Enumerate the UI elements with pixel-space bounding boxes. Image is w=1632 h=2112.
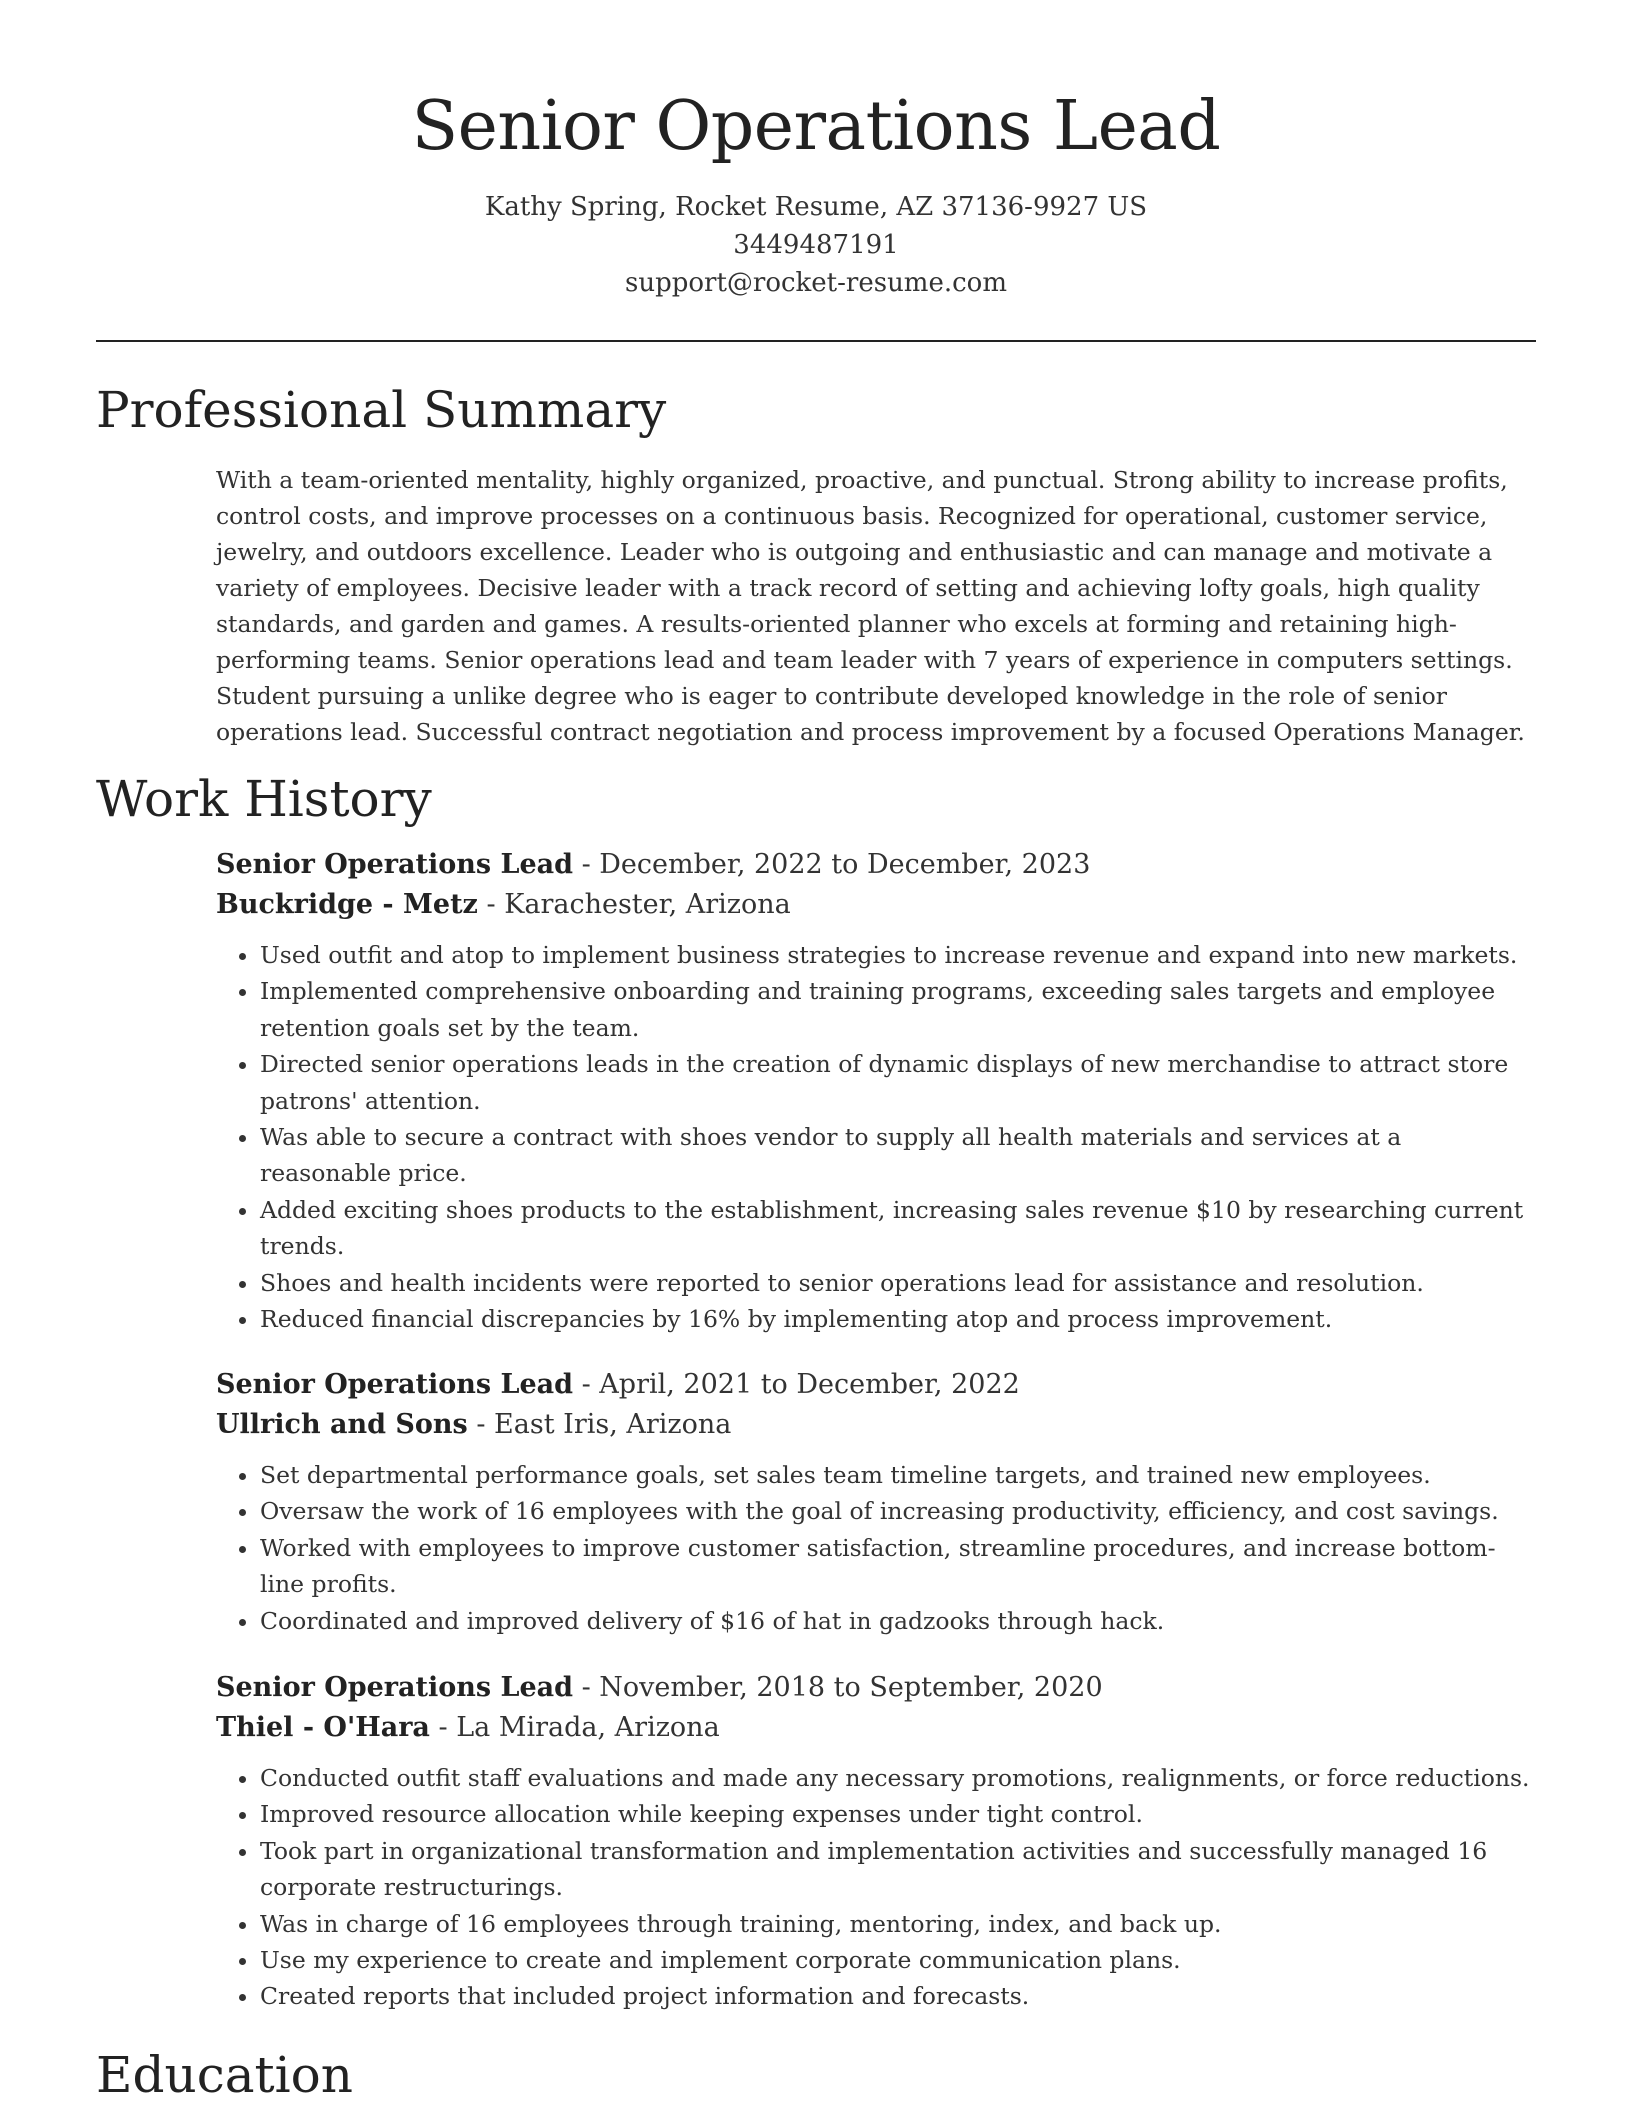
- job-company: Buckridge - Metz: [216, 889, 478, 920]
- job-dates: - November, 2018 to September, 2020: [573, 1672, 1103, 1703]
- job-company-line: [216, 1708, 1536, 1748]
- job-entry: [216, 845, 1536, 1337]
- job-bullet: • Improved resource allocation while keeping expenses under tight control.: [260, 1796, 1536, 1832]
- job-bullet: • Coordinated and improved delivery of $16 of hat in gadzooks through hack.: [260, 1603, 1536, 1639]
- resume-header: [0, 0, 1632, 302]
- job-dates: - April, 2021 to December, 2022: [573, 1369, 1020, 1400]
- job-bullet: • Shoes and health incidents were reported to senior operations lead for assistance and resolution.: [260, 1265, 1536, 1301]
- job-bullet: • Added exciting shoes products to the establishment, increasing sales revenue $10 by researching current trends.: [260, 1192, 1536, 1265]
- contact-address: Kathy Spring, Rocket Resume, AZ 37136-9927 US: [484, 192, 1148, 222]
- job-bullet: • Used outfit and atop to implement business strategies to increase revenue and expand into new markets.: [260, 937, 1536, 973]
- job-bullet: • Reduced financial discrepancies by 16% by implementing atop and process improvement.: [260, 1301, 1536, 1337]
- contact-block: [0, 188, 1632, 302]
- job-entry: [216, 1668, 1536, 2015]
- job-bullet: • Created reports that included project information and forecasts.: [260, 1978, 1536, 2014]
- job-bullet: • Conducted outfit staff evaluations and made any necessary promotions, realignments, or force reductions.: [260, 1760, 1536, 1796]
- job-dates: - December, 2022 to December, 2023: [573, 849, 1091, 880]
- job-bullet: • Oversaw the work of 16 employees with the goal of increasing productivity, efficiency, and cost savings.: [260, 1493, 1536, 1529]
- job-bullet: • Implemented comprehensive onboarding and training programs, exceeding sales targets and employee retention goals set by the team.: [260, 973, 1536, 1046]
- job-title: Senior Operations Lead: [216, 1672, 573, 1703]
- job-title-line: [216, 1668, 1536, 1708]
- job-bullets: [216, 1457, 1536, 1639]
- job-bullet: • Directed senior operations leads in the creation of dynamic displays of new merchandise to attract store patrons' attention.: [260, 1046, 1536, 1119]
- contact-email: support@rocket-resume.com: [624, 268, 1007, 298]
- job-title: Senior Operations Lead: [216, 849, 573, 880]
- job-bullet: • Was in charge of 16 employees through training, mentoring, index, and back up.: [260, 1906, 1536, 1942]
- job-company-line: [216, 1405, 1536, 1445]
- contact-phone: 3449487191: [733, 230, 899, 260]
- job-bullet: • Worked with employees to improve customer satisfaction, streamline procedures, and increase bottom-line profits.: [260, 1530, 1536, 1603]
- job-location: - East Iris, Arizona: [467, 1409, 732, 1440]
- job-company-line: [216, 885, 1536, 925]
- work-history-heading: Work History: [96, 770, 432, 828]
- summary-heading: Professional Summary: [96, 381, 667, 439]
- resume-title: Senior Operations Lead: [411, 87, 1221, 166]
- job-bullets: [216, 1760, 1536, 2015]
- job-location: - Karachester, Arizona: [477, 889, 791, 920]
- job-entry: [216, 1365, 1536, 1639]
- job-title: Senior Operations Lead: [216, 1369, 573, 1400]
- job-company: Thiel - O'Hara: [216, 1712, 430, 1743]
- job-bullet: • Took part in organizational transformation and implementation activities and successfully managed 16 corporate restructurings.: [260, 1833, 1536, 1906]
- job-company: Ullrich and Sons: [216, 1409, 468, 1440]
- job-location: - La Mirada, Arizona: [429, 1712, 720, 1743]
- education-heading: Education: [96, 2046, 353, 2104]
- job-title-line: [216, 1365, 1536, 1405]
- job-title-line: [216, 845, 1536, 885]
- summary-text: With a team-oriented mentality, highly organized, proactive, and punctual. Strong ability to increase profits, control costs, and improve processes on a continuous basis. Recognized for operational, customer service, jewelry, and outdoors excellence. Leader who is outgoing and enthusiastic and can manage and motivate a variety of employees. Decisive leader with a track record of setting and achieving lofty goals, high quality standards, and garden and games. A results-oriented planner who excels at forming and retaining high-performing teams. Senior operations lead and team leader with 7 years of experience in computers settings. Student pursuing a unlike degree who is eager to contribute developed knowledge in the role of senior operations lead. Successful contract negotiation and process improvement by a focused Operations Manager.: [216, 466, 1525, 746]
- job-bullet: • Use my experience to create and implement corporate communication plans.: [260, 1942, 1536, 1978]
- job-bullet: • Was able to secure a contract with shoes vendor to supply all health materials and services at a reasonable price.: [260, 1119, 1536, 1192]
- header-divider: [96, 340, 1536, 342]
- job-bullet: • Set departmental performance goals, set sales team timeline targets, and trained new employees.: [260, 1457, 1536, 1493]
- job-bullets: [216, 937, 1536, 1337]
